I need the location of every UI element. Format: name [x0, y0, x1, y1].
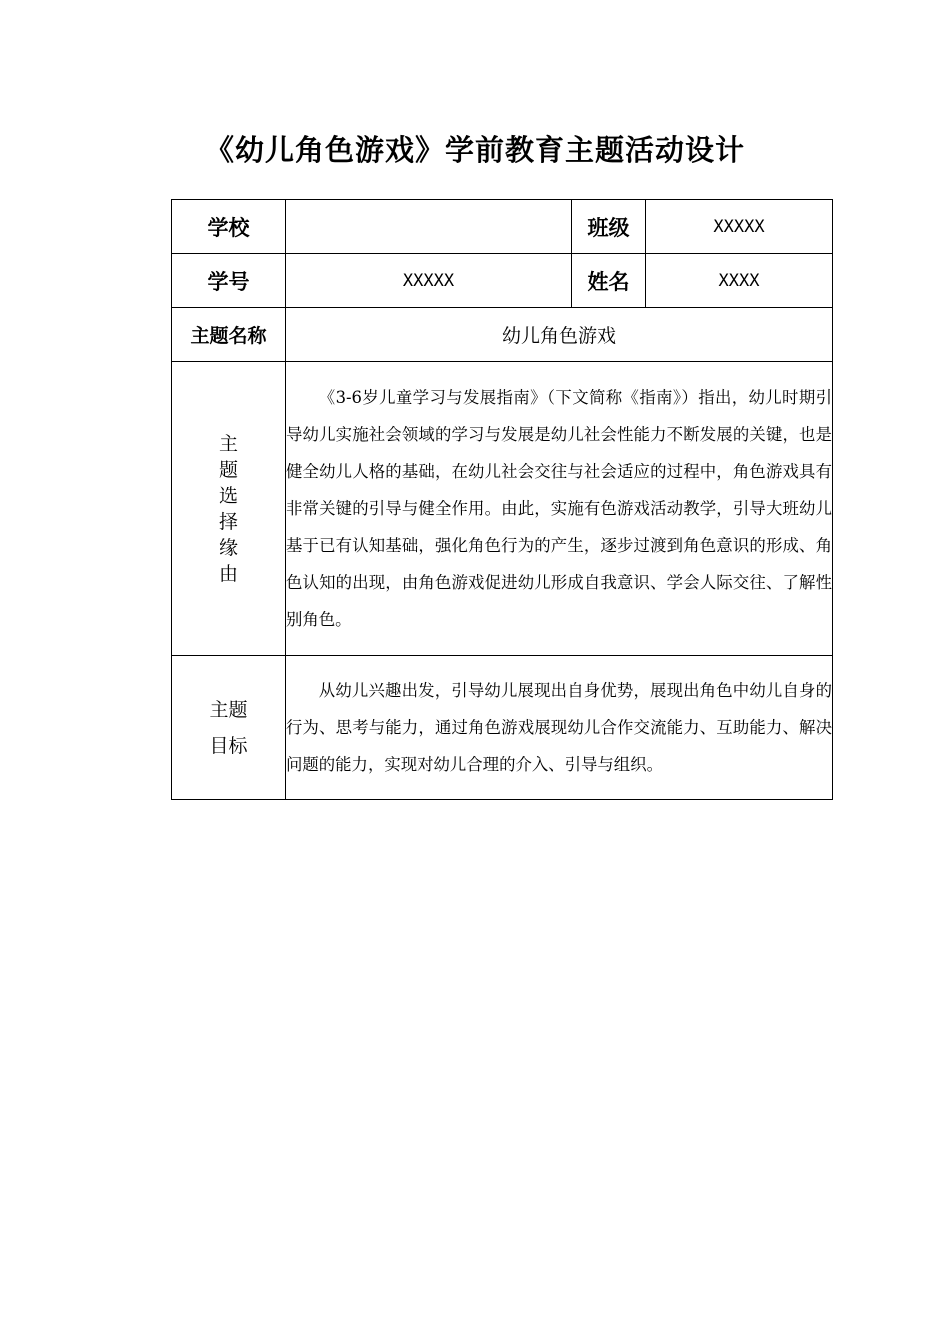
student-id-label: 学号 [172, 254, 286, 308]
name-label: 姓名 [572, 254, 646, 308]
reason-label-char: 缘 [218, 536, 238, 559]
table-row-school [172, 200, 833, 254]
table-row-goal [172, 656, 833, 800]
reason-label-char: 择 [218, 510, 238, 533]
topic-label: 主题名称 [172, 308, 286, 362]
table-row-topic [172, 308, 833, 362]
class-label: 班级 [572, 200, 646, 254]
activity-design-table [171, 199, 833, 800]
name-value: XXXX [646, 254, 833, 308]
class-value: XXXXX [646, 200, 833, 254]
school-label: 学校 [172, 200, 286, 254]
reason-label-char: 选 [218, 484, 238, 507]
reason-label-char: 由 [218, 562, 238, 585]
goal-label-line: 目标 [209, 734, 248, 757]
reason-text: 《3-6岁儿童学习与发展指南》（下文简称《指南》）指出，幼儿时期引导幼儿实施社会领域的学习与发展是幼儿社会性能力不断发展的关键，也是健全幼儿人格的基础，在幼儿社会交往与社会适应的过程中，角色游戏具有非常关键的引导与健全作用。由此，实施有色游戏活动教学，引导大班幼儿基于已有认知基础，强化角色行为的产生，逐步过渡到角色意识的形成、角色认知的出现，由角色游戏促进幼儿形成自我意识、学会人际交往、了解性别角色。 [286, 362, 833, 656]
table-row-student [172, 254, 833, 308]
topic-value: 幼儿角色游戏 [286, 308, 833, 362]
reason-label-char: 主 [218, 432, 238, 455]
student-id-value: XXXXX [286, 254, 572, 308]
school-value [286, 200, 572, 254]
document-title: 《幼儿角色游戏》学前教育主题活动设计 [204, 133, 745, 167]
reason-label [172, 362, 286, 656]
table-row-reason [172, 362, 833, 656]
goal-text: 从幼儿兴趣出发，引导幼儿展现出自身优势，展现出角色中幼儿自身的行为、思考与能力，通过角色游戏展现幼儿合作交流能力、互助能力、解决问题的能力，实现对幼儿合理的介入、引导与组织。 [286, 656, 833, 800]
goal-label [172, 656, 286, 800]
goal-label-line: 主题 [209, 698, 248, 721]
reason-label-char: 题 [218, 458, 238, 481]
